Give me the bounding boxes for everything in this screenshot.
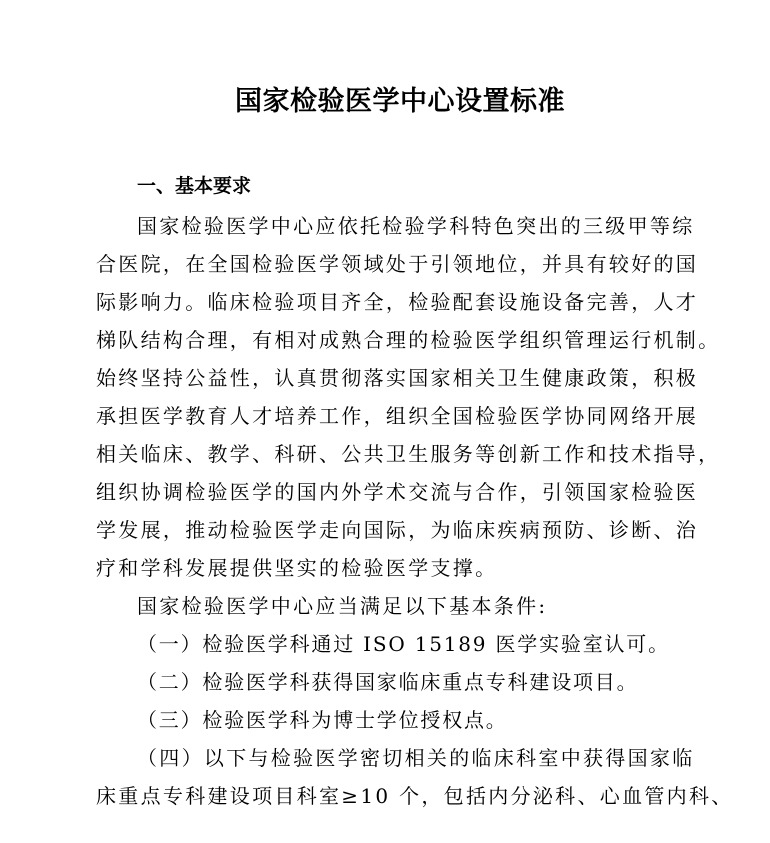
- condition-item: （三）检验医学科为博士学位授权点。: [137, 708, 508, 732]
- condition-item: （二）检验医学科获得国家临床重点专科建设项目。: [137, 670, 639, 694]
- paragraph-line: 组织协调检验医学的国内外学术交流与合作，引领国家检验医: [96, 480, 699, 504]
- paragraph-line: 疗和学科发展提供坚实的检验医学支撑。: [96, 556, 498, 580]
- condition-item: （一）检验医学科通过 ISO 15189 医学实验室认可。: [137, 632, 670, 656]
- paragraph-line: 承担医学教育人才培养工作，组织全国检验医学协同网络开展: [96, 404, 699, 428]
- condition-item: （四）以下与检验医学密切相关的临床科室中获得国家临: [137, 746, 695, 770]
- document-title: 国家检验医学中心设置标准: [235, 86, 565, 117]
- conditions-intro: 国家检验医学中心应当满足以下基本条件:: [137, 594, 548, 618]
- paragraph-line: 合医院，在全国检验医学领域处于引领地位，并具有较好的国: [96, 252, 699, 276]
- paragraph-line: 学发展，推动检验医学走向国际，为临床疾病预防、诊断、治: [96, 518, 699, 542]
- paragraph-line: 际影响力。临床检验项目齐全，检验配套设施设备完善，人才: [96, 290, 699, 314]
- paragraph-line: 始终坚持公益性，认真贯彻落实国家相关卫生健康政策，积极: [96, 366, 699, 390]
- paragraph-line: 国家检验医学中心应依托检验学科特色突出的三级甲等综: [137, 214, 695, 238]
- paragraph-line: 梯队结构合理，有相对成熟合理的检验医学组织管理运行机制。: [96, 328, 721, 352]
- condition-item-continued: 床重点专科建设项目科室≥10 个，包括内分泌科、心血管内科、: [96, 784, 734, 808]
- section-heading: 一、基本要求: [137, 175, 252, 197]
- paragraph-line: 相关临床、教学、科研、公共卫生服务等创新工作和技术指导，: [96, 442, 721, 466]
